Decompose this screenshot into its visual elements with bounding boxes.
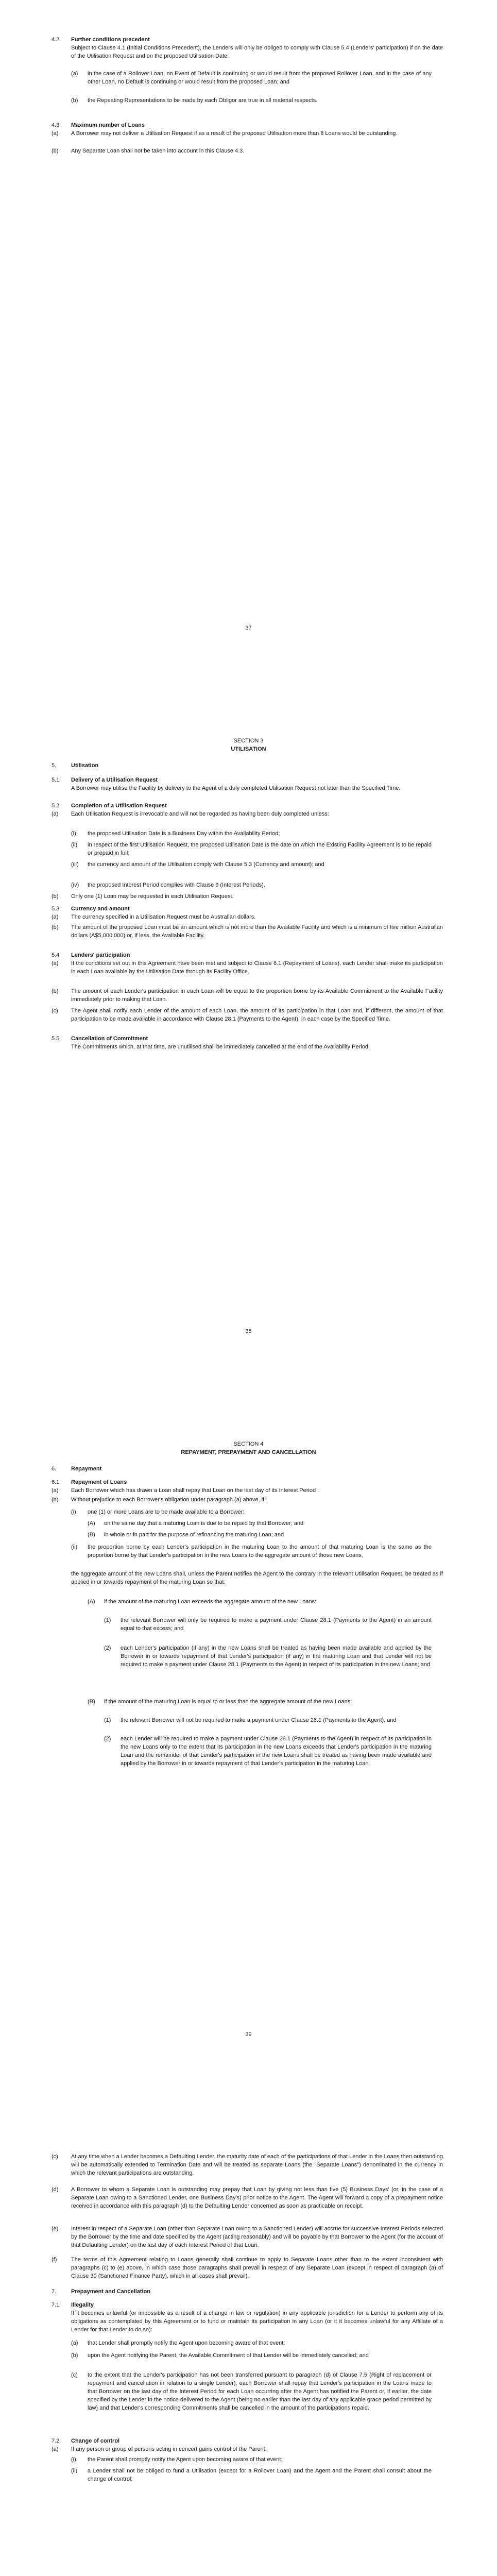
clause-5-4-c: (c) The Agent shall notify each Lender of the amount of each Loan, the amount of its participation in that Loan and, if different, the amount of that participation to be made available in accordance with Clause 28.1 (Payments to the Agent), in each case by the Specified Time. (52, 1008, 443, 1022)
clause-6-1-f: (f) The terms of this Agreement relating to Loans generally shall continue to apply to Separate Loans other than to the extent inconsistent with paragraphs (c) to (e) above, in which case those paragraphs shall prevail in respect of any Separate Loan (except in respect of paragraph (a) of Clause 30 (Sanctioned Finance Party), which in all cases shall prevail). (52, 2257, 443, 2279)
clause-6-1-B-1: (1) the relevant Borrower will not be required to make a payment under Clause 28.1 (Payments to the Agent); and (104, 1717, 397, 1723)
section-label: SECTION 4 (233, 1441, 264, 1447)
section-title: UTILISATION (231, 746, 266, 752)
page-38 (0, 703, 497, 1406)
clause-5-2-a-iii: (iii) the currency and amount of the Utilisation comply with Clause 5.3 (Currency and amount); and (71, 861, 324, 868)
clause-5-3-a: (a) The currency specified in a Utilisation Request must be Australian dollars. (52, 914, 256, 920)
clause-6-1-d: (d) A Borrower to whom a Separate Loan is outstanding may prepay that Loan by giving not less than five (5) Business Days' (or, in the case of a Separate Loan owing to a Sanctioned Lender, one Business Day's) prior notice to the Agent. The Agent will forward a copy of a prepayment notice received in accordance with this paragraph (d) to the Defaulting Lender concerned as soon as practicable on receipt. (52, 2187, 443, 2209)
clause-5-4-heading: 5.4 Lenders' participation (52, 952, 130, 958)
clause-5-5-heading: 5.5 Cancellation of Commitment (52, 1036, 148, 1042)
clause-5-5-body: The Commitments which, at that time, are unutilised shall be immediately cancelled at the end of the Availability Period. (71, 1044, 370, 1050)
clause-7-1-c: (c) to the extent that the Lender's participation has not been transferred pursuant to paragraph (d) of Clause 7.5 (Right of replacement or repayment and cancellation in relation to a single Lender), each Borrower shall repay that Lender's participation in the Loans made to that Borrower on the last day of the Interest Period for each Loan occurring after the Agent has notified the Parent or, if earlier, the date specified by the Lender in the notice delivered to the Agent (being no earlier than the last day of any applicable grace period permitted by law) and that Lender's corresponding Commitments shall be cancelled in the amount of the participations repaid. (71, 2372, 432, 2411)
page-39 (0, 1406, 497, 2110)
clause-6-1-b: (b) Without prejudice to each Borrower's obligation under paragraph (a) above, if: (52, 1497, 266, 1503)
clause-6-1-a: (a) Each Borrower which has drawn a Loan shall repay that Loan on the last day of its Interest Period . (52, 1487, 319, 1494)
clause-7-2-a-i: (i) the Parent shall promptly notify the Agent upon becoming aware of that event; (71, 2456, 283, 2463)
clause-5-2-a-i: (i) the proposed Utilisation Date is a Business Day within the Availability Period; (71, 831, 280, 837)
clause-6-1-b-ii: (ii) the proportion borne by each Lender's participation in the maturing Loan to the amount of that maturing Loan is the same as the proportion borne by that Lender's participation in the new Loans to the aggregate amount of those new Loans, (71, 1544, 432, 1558)
clause-5-1-heading: 5.1 Delivery of a Utilisation Request (52, 777, 158, 783)
clause-4-3-heading: 4.3 Maximum number of Loans (52, 122, 145, 128)
clause-4-2-heading: 4.2 Further conditions precedent (52, 37, 150, 43)
clause-5-3-b: (b) The amount of the proposed Loan must be an amount which is not more than the Available Facility and which is a minimum of five million Australian dollars (A$5,000,000) or, if less, the Available Facility. (52, 924, 443, 939)
clause-5-2-a-ii: (ii) in respect of the first Utilisation Request, the proposed Utilisation Date is the date on which the Existing Facility Agreement is to be repaid or prepaid in full; (71, 842, 432, 856)
page-number: 37 (245, 625, 252, 631)
clause-5-4-b: (b) The amount of each Lender's participation in each Loan will be equal to the proportion borne by its Available Commitment to the Available Facility immediately prior to making that Loan. (52, 988, 443, 1003)
clause-4-2-a: (a) in the case of a Rollover Loan, no Event of Default is continuing or would result from the proposed Rollover Loan, and in the case of any other Loan, no Default is continuing or would result from the proposed Loan; and (71, 71, 432, 85)
section-title: REPAYMENT, PREPAYMENT AND CANCELLATION (181, 1449, 316, 1455)
clause-5-1-body: A Borrower may utilise the Facility by delivery to the Agent of a duly completed Utilisation Request not later than the Specified Time. (71, 785, 401, 791)
clause-7-2-a: (a) If any person or group of persons acting in concert gains control of the Parent: (52, 2446, 267, 2452)
clause-5-heading: 5. Utilisation (52, 762, 99, 769)
clause-4-3-a: (a) A Borrower may not deliver a Utilisation Request if as a result of the proposed Utilisation more than 8 Loans would be outstanding. (52, 130, 398, 137)
page-37 (0, 0, 497, 703)
clause-6-1-heading: 6.1 Repayment of Loans (52, 1479, 127, 1485)
section-label: SECTION 3 (233, 738, 264, 744)
clause-7-2-a-ii: (ii) a Lender shall not be obliged to fund a Utilisation (except for a Rollover Loan) and the Agent and the Parent shall consult about the change of control; (71, 2468, 432, 2482)
clause-7-1-a: (a) that Lender shall promptly notify the Agent upon becoming aware of that event; (71, 2340, 285, 2346)
clause-6-1-e: (e) Interest in respect of a Separate Loan (other than Separate Loan owing to a Sanctioned Lender) will accrue for successive Interest Periods selected by the Borrower by the time and date specified by the Agent (acting reasonably) and will be payable by that Borrower to the Agent (for the account of that Defaulting Lender) on the last day of each Interest Period of that Loan. (52, 2226, 443, 2248)
page-number: 39 (245, 2031, 252, 2038)
clause-6-1-c: (c) At any time when a Lender becomes a Defaulting Lender, the maturity date of each of the participations of that Lender in the Loans then outstanding will be automatically extended to Termination Date and will be treated as separate Loans (the "Separate Loans") denominated in the currency in which the relevant participations are outstanding. (52, 2154, 443, 2176)
clause-6-1-continuation: the aggregate amount of the new Loans shall, unless the Parent notifies the Agent to the contrary in the relevant Utilisation Request, be treated as if applied in or towards repayment of the maturing Loan so that: (71, 1571, 443, 1585)
clause-6-heading: 6. Repayment (52, 1466, 102, 1472)
clause-4-2-b: (b) the Repeating Representations to be made by each Obligor are true in all material respects. (71, 97, 318, 104)
clause-5-2-b: (b) Only one (1) Loan may be requested in each Utilisation Request. (52, 893, 234, 900)
clause-7-1-body: If it becomes unlawful (or impossible as a result of a change in law or regulation) in any applicable jurisdiction for a Lender to perform any of its obligations as contemplated by this Agreement or to fund or maintain its participation in any Loan (or it it becomes unlawful for any Affiliate of a Lender for that Lender to do so): (71, 2310, 443, 2333)
clause-7-1-heading: 7.1 Illegality (52, 2302, 94, 2308)
clause-6-1-A-2: (2) each Lender's participation (if any) in the new Loans shall be treated as having been made available and applied by the Borrower in or towards repayment of that Lender's participation (if any) in the maturing Loan and that Lender will not be required to make a payment under Clause 28.1 (Payments to the Agent) in respect of its participation in the new Loans; and (104, 1645, 432, 1668)
clause-6-1-A: (A) if the amount of the maturing Loan exceeds the aggregate amount of the new Loans: (88, 1599, 317, 1605)
clause-6-1-B-2: (2) each Lender will be required to make a payment under Clause 28.1 (Payments to the Agent) in respect of its participation in the new Loans only to the extent that its participation in the new Loans exceeds that Lender's participation in the maturing Loan and the remainder of that Lender's participation in the new Loans shall be treated as having been made available and applied by the Borrower in or towards repayment of that Lender's participation in the maturing Loan. (104, 1736, 432, 1767)
clause-6-1-b-i-A: (A) on the same day that a maturing Loan is due to be repaid by that Borrower; and (88, 1520, 304, 1527)
clause-4-3-b: (b) Any Separate Loan shall not be taken into account in this Clause 4.3. (52, 148, 245, 154)
clause-5-3-heading: 5.3 Currency and amount (52, 906, 130, 912)
clause-5-4-a: (a) If the conditions set out in this Agreement have been met and subject to Clause 6.1 (Repayment of Loans), each Lender shall make its participation in each Loan available by the Utilisation Date through its Facility Office. (52, 960, 443, 975)
clause-6-1-B: (B) if the amount of the maturing Loan is equal to or less than the aggregate amount of the new Loans: (88, 1699, 352, 1705)
clause-7-1-b: (b) upon the Agent notifying the Parent, the Available Commitment of that Lender will be immediately cancelled; and (71, 2352, 369, 2359)
clause-4-2-body: Subject to Clause 4.1 (Initial Conditions Precedent), the Lenders will only be obliged to comply with Clause 5.4 (Lenders' participation) if on the date of the Utilisation Request and on the proposed Utilisation Date: (71, 45, 443, 59)
clause-5-2-a: (a) Each Utilisation Request is irrevocable and will not be regarded as having been duly completed unless: (52, 811, 329, 817)
page-number: 38 (245, 1328, 252, 1334)
clause-5-2-heading: 5.2 Completion of a Utilisation Request (52, 803, 167, 809)
clause-6-1-A-1: (1) the relevant Borrower will only be required to make a payment under Clause 28.1 (Payments to the Agent) in an amount equal to that excess; and (104, 1617, 432, 1632)
clause-6-1-b-i-B: (B) in whole or in part for the purpose of refinancing the maturing Loan; and (88, 1532, 284, 1538)
clause-6-1-b-i: (i) one (1) or more Loans are to be made available to a Borrower: (71, 1509, 245, 1515)
clause-7-heading: 7. Prepayment and Cancellation (52, 2289, 151, 2295)
page-40 (0, 2110, 497, 2576)
clause-5-2-a-iv: (iv) the proposed Interest Period complies with Clause 9 (Interest Periods). (71, 882, 265, 888)
clause-7-2-heading: 7.2 Change of control (52, 2438, 120, 2444)
